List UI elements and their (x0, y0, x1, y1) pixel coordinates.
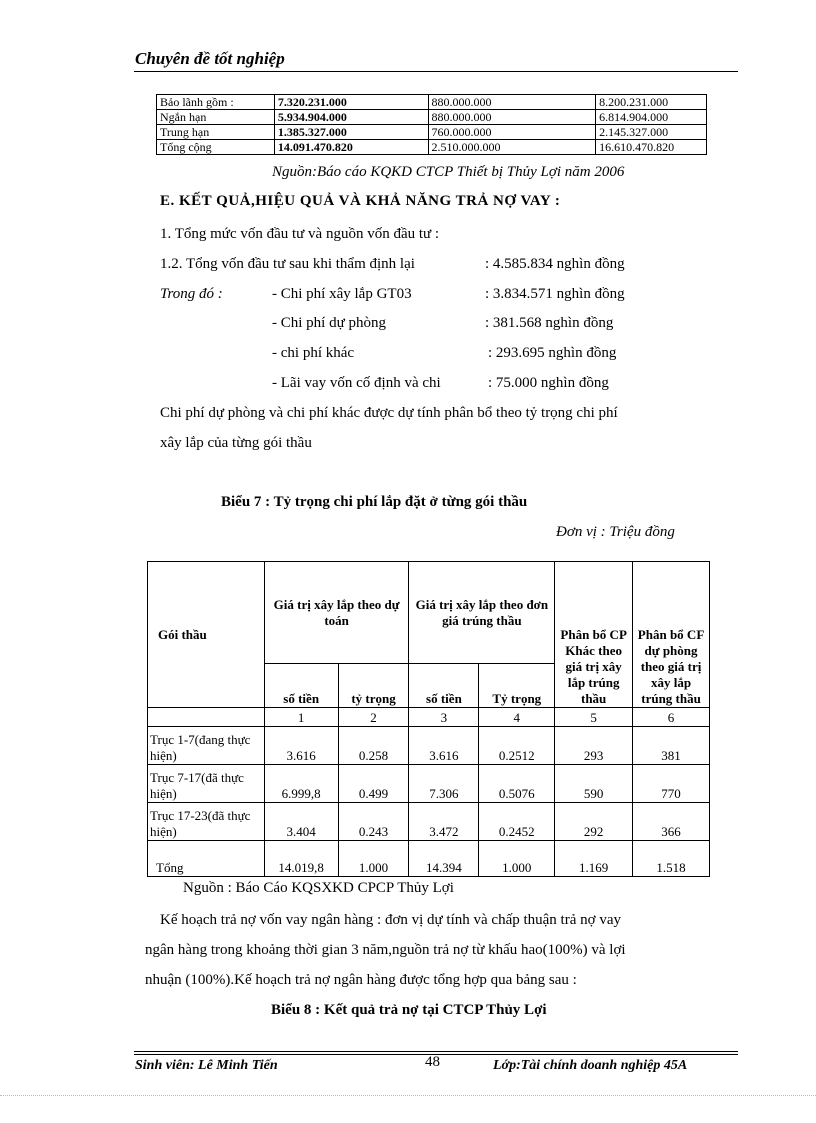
header-divider (134, 71, 738, 72)
table-row (148, 803, 710, 841)
table-cell: Tổng cộng (157, 140, 275, 155)
table-cell: 1.518 (633, 841, 710, 877)
table-cell: 5.934.904.000 (274, 110, 428, 125)
bieu-8-title: Biểu 8 : Kết quả trả nợ tại CTCP Thủy Lợi (271, 1002, 547, 1018)
package-name: Trục 7-17(đã thực hiện) (148, 765, 265, 803)
source-note-1: Nguồn:Báo cáo KQKD CTCP Thiết bị Thủy Lợi năm 2006 (272, 164, 625, 180)
source-note-2: Nguồn : Báo Cáo KQSXKD CPCP Thủy Lợi (183, 880, 454, 896)
table-cell: 880.000.000 (428, 110, 596, 125)
page-number: 48 (425, 1054, 440, 1070)
table-cell: 2.145.327.000 (596, 125, 707, 140)
table-cell: 1.169 (555, 841, 633, 877)
table-cell: 0.2452 (479, 803, 555, 841)
cost-value: : 3.834.571 nghìn đồng (485, 286, 625, 302)
paragraph-line: Kế hoạch trả nợ vốn vay ngân hàng : đơn vị dự tính và chấp thuận trả nợ vay (160, 912, 621, 928)
table-cell: 0.2512 (479, 727, 555, 765)
table-row (157, 110, 707, 125)
table-cell: 0.499 (338, 765, 409, 803)
bieu-7-title: Biểu 7 : Tỷ trọng chi phí lắp đặt ở từng gói thầu (221, 494, 528, 510)
paragraph-line: xây lắp của từng gói thầu (160, 435, 312, 451)
table-cell: 880.000.000 (428, 95, 596, 110)
table-cell: 16.610.470.820 (596, 140, 707, 155)
table-row (157, 140, 707, 155)
package-name: Trục 1-7(đang thực hiện) (148, 727, 265, 765)
cost-allocation-table (147, 561, 710, 877)
table-cell: 381 (633, 727, 710, 765)
sub-header: số tiền (409, 664, 479, 708)
page-header-title: Chuyên đề tốt nghiệp (135, 49, 285, 68)
sub-header: Tỷ trọng (479, 664, 555, 708)
table-cell: Trung hạn (157, 125, 275, 140)
table-cell: 292 (555, 803, 633, 841)
column-number-cell: 3 (409, 708, 479, 727)
table-cell: 2.510.000.000 (428, 140, 596, 155)
col-other-cost-header: Phân bổ CP Khác theo giá trị xây lắp trúng thầu (555, 562, 633, 708)
section-e-heading: E. KẾT QUẢ,HIỆU QUẢ VÀ KHẢ NĂNG TRẢ NỢ VAY : (160, 193, 561, 209)
group-bid-header: Giá trị xây lắp theo đơn giá trúng thầu (409, 562, 555, 664)
footer-divider (134, 1051, 738, 1052)
table-cell: 760.000.000 (428, 125, 596, 140)
cost-value: : 293.695 nghìn đồng (488, 345, 617, 361)
table-cell: Bảo lãnh gồm : (157, 95, 275, 110)
cost-label: - chi phí khác (272, 345, 355, 361)
column-number-cell (148, 708, 265, 727)
unit-label: Đơn vị : Triệu đồng (556, 524, 675, 540)
table-cell: 6.814.904.000 (596, 110, 707, 125)
paragraph-line: nhuận (100%).Kế hoạch trả nợ ngân hàng được tổng hợp qua bảng sau : (145, 972, 577, 988)
footer-student: Sinh viên: Lê Minh Tiến (135, 1058, 278, 1073)
item-1-2-label: 1.2. Tổng vốn đầu tư sau khi thẩm định lại (160, 256, 415, 272)
table-cell: 1.000 (479, 841, 555, 877)
table-cell: 1.000 (338, 841, 409, 877)
table-cell: Ngắn hạn (157, 110, 275, 125)
package-name: Tổng (148, 841, 265, 877)
table-cell: 770 (633, 765, 710, 803)
sub-header: tỷ trọng (338, 664, 409, 708)
col-reserve-cost-header: Phân bổ CF dự phòng theo giá trị xây lắp trúng thầu (633, 562, 710, 708)
item-1-text: 1. Tổng mức vốn đầu tư và nguồn vốn đầu tư : (160, 226, 440, 242)
cost-value: : 75.000 nghìn đồng (488, 375, 609, 391)
table-cell: 3.616 (264, 727, 338, 765)
guarantee-table (156, 94, 707, 155)
table-row (157, 125, 707, 140)
cost-label: - Chi phí dự phòng (272, 315, 386, 331)
column-number-cell: 1 (264, 708, 338, 727)
table-row (148, 727, 710, 765)
table-cell: 7.306 (409, 765, 479, 803)
col-package-header: Gói thầu (148, 562, 265, 708)
table-cell: 293 (555, 727, 633, 765)
table-cell: 6.999,8 (264, 765, 338, 803)
table-row (148, 841, 710, 877)
table-cell: 7.320.231.000 (274, 95, 428, 110)
package-name: Trục 17-23(đã thực hiện) (148, 803, 265, 841)
table-cell: 3.616 (409, 727, 479, 765)
table-cell: 0.258 (338, 727, 409, 765)
table-cell: 1.385.327.000 (274, 125, 428, 140)
table-cell: 0.5076 (479, 765, 555, 803)
column-number-cell: 5 (555, 708, 633, 727)
trong-do-label: Trong đó : (160, 286, 223, 302)
footer-class: Lớp:Tài chính doanh nghiệp 45A (493, 1058, 688, 1073)
column-number-cell: 2 (338, 708, 409, 727)
column-number-cell: 6 (633, 708, 710, 727)
table-cell: 8.200.231.000 (596, 95, 707, 110)
paragraph-line: ngân hàng trong khoảng thời gian 3 năm,nguồn trả nợ từ khấu hao(100%) và lợi (145, 942, 626, 958)
cost-label: - Lãi vay vốn cố định và chi (272, 375, 441, 391)
table-cell: 14.394 (409, 841, 479, 877)
cost-value: : 381.568 nghìn đồng (485, 315, 614, 331)
table-cell: 3.404 (264, 803, 338, 841)
table-cell: 3.472 (409, 803, 479, 841)
table-cell: 0.243 (338, 803, 409, 841)
column-number-cell: 4 (479, 708, 555, 727)
table-row (157, 95, 707, 110)
table-cell: 366 (633, 803, 710, 841)
table-cell: 590 (555, 765, 633, 803)
paragraph-line: Chi phí dự phòng và chi phí khác được dự tính phân bổ theo tỷ trọng chi phí (160, 405, 618, 421)
sub-header: số tiền (264, 664, 338, 708)
group-estimate-header: Giá trị xây lắp theo dự toán (264, 562, 409, 664)
page-bottom-border (0, 1095, 816, 1096)
cost-label: - Chi phí xây lắp GT03 (272, 286, 412, 302)
table-row (148, 765, 710, 803)
table-cell: 14.019,8 (264, 841, 338, 877)
item-1-2-value: : 4.585.834 nghìn đồng (485, 256, 625, 272)
table-cell: 14.091.470.820 (274, 140, 428, 155)
